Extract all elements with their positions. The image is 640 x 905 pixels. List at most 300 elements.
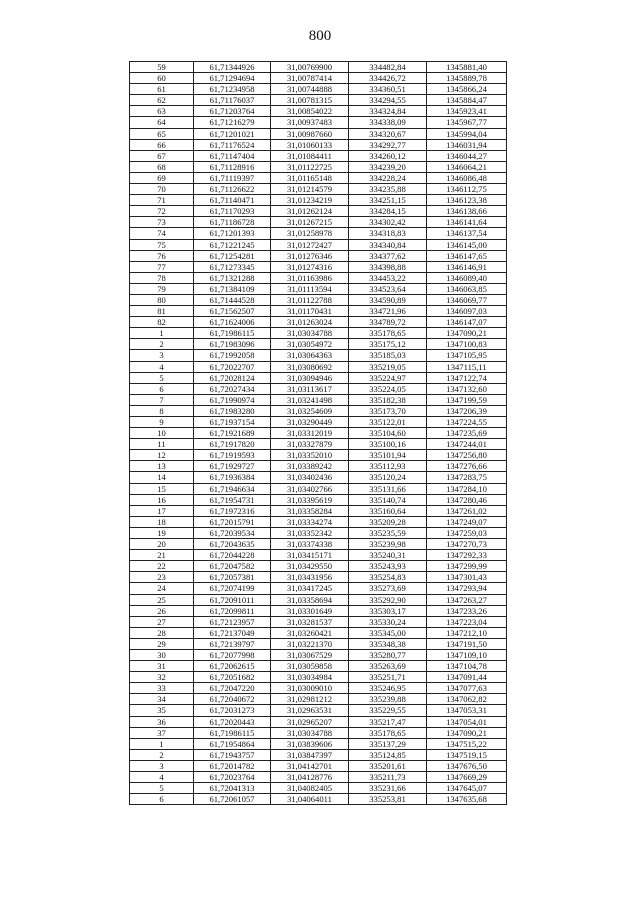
table-row (130, 783, 507, 794)
point-number-cell: 19 (130, 527, 194, 538)
table-row (130, 605, 507, 616)
latitude-cell: 61,71972316 (194, 505, 271, 516)
point-number-cell: 8 (130, 405, 194, 416)
x-coordinate-cell: 334482,84 (349, 62, 427, 73)
latitude-cell: 61,72040672 (194, 694, 271, 705)
point-number-cell: 7 (130, 394, 194, 405)
y-coordinate-cell: 1345866,24 (427, 84, 507, 95)
y-coordinate-cell: 1347249,07 (427, 516, 507, 527)
latitude-cell: 61,72074199 (194, 583, 271, 594)
table-row (130, 672, 507, 683)
latitude-cell: 61,71201393 (194, 228, 271, 239)
latitude-cell: 61,72061057 (194, 794, 271, 805)
point-number-cell: 24 (130, 583, 194, 594)
y-coordinate-cell: 1347676,50 (427, 760, 507, 771)
x-coordinate-cell: 335219,05 (349, 361, 427, 372)
point-number-cell: 16 (130, 494, 194, 505)
latitude-cell: 61,71990974 (194, 394, 271, 405)
x-coordinate-cell: 334302,42 (349, 217, 427, 228)
x-coordinate-cell: 335273,69 (349, 583, 427, 594)
table-row (130, 505, 507, 516)
y-coordinate-cell: 1347224,55 (427, 417, 507, 428)
latitude-cell: 61,71917820 (194, 439, 271, 450)
x-coordinate-cell: 334360,51 (349, 84, 427, 95)
x-coordinate-cell: 335209,28 (349, 516, 427, 527)
y-coordinate-cell: 1347053,31 (427, 705, 507, 716)
point-number-cell: 80 (130, 294, 194, 305)
point-number-cell: 64 (130, 117, 194, 128)
table-row (130, 261, 507, 272)
longitude-cell: 31,03054972 (271, 339, 349, 350)
table-row (130, 239, 507, 250)
latitude-cell: 61,72027434 (194, 383, 271, 394)
point-number-cell: 36 (130, 716, 194, 727)
point-number-cell: 27 (130, 616, 194, 627)
table-row (130, 294, 507, 305)
longitude-cell: 31,00987660 (271, 128, 349, 139)
longitude-cell: 31,01084411 (271, 150, 349, 161)
x-coordinate-cell: 334377,62 (349, 250, 427, 261)
x-coordinate-cell: 335231,66 (349, 783, 427, 794)
latitude-cell: 61,71384109 (194, 283, 271, 294)
point-number-cell: 62 (130, 95, 194, 106)
table-row (130, 705, 507, 716)
point-number-cell: 9 (130, 417, 194, 428)
latitude-cell: 61,72062615 (194, 661, 271, 672)
point-number-cell: 2 (130, 749, 194, 760)
latitude-cell: 61,72022707 (194, 361, 271, 372)
point-number-cell: 13 (130, 461, 194, 472)
point-number-cell: 5 (130, 783, 194, 794)
y-coordinate-cell: 1346086,48 (427, 172, 507, 183)
table-row (130, 117, 507, 128)
x-coordinate-cell: 335112,93 (349, 461, 427, 472)
y-coordinate-cell: 1346097,03 (427, 306, 507, 317)
y-coordinate-cell: 1346147,07 (427, 317, 507, 328)
y-coordinate-cell: 1347191,50 (427, 638, 507, 649)
table-row (130, 272, 507, 283)
table-row (130, 339, 507, 350)
y-coordinate-cell: 1347233,26 (427, 605, 507, 616)
x-coordinate-cell: 335160,64 (349, 505, 427, 516)
latitude-cell: 61,71954731 (194, 494, 271, 505)
table-row (130, 361, 507, 372)
latitude-cell: 61,71992058 (194, 350, 271, 361)
longitude-cell: 31,03113617 (271, 383, 349, 394)
longitude-cell: 31,03431956 (271, 572, 349, 583)
point-number-cell: 28 (130, 627, 194, 638)
table-row (130, 106, 507, 117)
longitude-cell: 31,03402766 (271, 483, 349, 494)
latitude-cell: 61,72123957 (194, 616, 271, 627)
longitude-cell: 31,03034788 (271, 727, 349, 738)
longitude-cell: 31,03221370 (271, 638, 349, 649)
x-coordinate-cell: 335330,24 (349, 616, 427, 627)
x-coordinate-cell: 334228,24 (349, 172, 427, 183)
point-number-cell: 74 (130, 228, 194, 239)
point-number-cell: 37 (130, 727, 194, 738)
y-coordinate-cell: 1347090,21 (427, 328, 507, 339)
point-number-cell: 82 (130, 317, 194, 328)
longitude-cell: 31,01272427 (271, 239, 349, 250)
y-coordinate-cell: 1347223,04 (427, 616, 507, 627)
table-row (130, 139, 507, 150)
y-coordinate-cell: 1347515,22 (427, 738, 507, 749)
latitude-cell: 61,71147404 (194, 150, 271, 161)
point-number-cell: 63 (130, 106, 194, 117)
table-row (130, 150, 507, 161)
y-coordinate-cell: 1347100,83 (427, 339, 507, 350)
point-number-cell: 68 (130, 161, 194, 172)
x-coordinate-cell: 335253,81 (349, 794, 427, 805)
latitude-cell: 61,71216279 (194, 117, 271, 128)
longitude-cell: 31,01122725 (271, 161, 349, 172)
table-row (130, 572, 507, 583)
longitude-cell: 31,02963531 (271, 705, 349, 716)
y-coordinate-cell: 1345881,40 (427, 62, 507, 73)
longitude-cell: 31,03374338 (271, 539, 349, 550)
latitude-cell: 61,71254281 (194, 250, 271, 261)
table-row (130, 228, 507, 239)
point-number-cell: 14 (130, 472, 194, 483)
x-coordinate-cell: 335140,74 (349, 494, 427, 505)
table-row (130, 594, 507, 605)
latitude-cell: 61,71203764 (194, 106, 271, 117)
point-number-cell: 25 (130, 594, 194, 605)
y-coordinate-cell: 1347263,27 (427, 594, 507, 605)
longitude-cell: 31,03094946 (271, 372, 349, 383)
longitude-cell: 31,03281537 (271, 616, 349, 627)
table-row (130, 306, 507, 317)
point-number-cell: 26 (130, 605, 194, 616)
y-coordinate-cell: 1347645,07 (427, 783, 507, 794)
longitude-cell: 31,04082405 (271, 783, 349, 794)
x-coordinate-cell: 335175,12 (349, 339, 427, 350)
x-coordinate-cell: 335246,95 (349, 683, 427, 694)
point-number-cell: 5 (130, 372, 194, 383)
latitude-cell: 61,71943757 (194, 749, 271, 760)
table-row (130, 638, 507, 649)
table-row (130, 383, 507, 394)
longitude-cell: 31,03312019 (271, 428, 349, 439)
table-row (130, 95, 507, 106)
table-row (130, 128, 507, 139)
point-number-cell: 29 (130, 638, 194, 649)
y-coordinate-cell: 1347292,33 (427, 550, 507, 561)
latitude-cell: 61,71344926 (194, 62, 271, 73)
y-coordinate-cell: 1347062,82 (427, 694, 507, 705)
y-coordinate-cell: 1347077,63 (427, 683, 507, 694)
y-coordinate-cell: 1347090,21 (427, 727, 507, 738)
longitude-cell: 31,03290449 (271, 417, 349, 428)
longitude-cell: 31,03358284 (271, 505, 349, 516)
x-coordinate-cell: 335185,03 (349, 350, 427, 361)
point-number-cell: 30 (130, 649, 194, 660)
latitude-cell: 61,71444528 (194, 294, 271, 305)
table-row (130, 450, 507, 461)
table-row (130, 206, 507, 217)
latitude-cell: 61,71119397 (194, 172, 271, 183)
y-coordinate-cell: 1347091,44 (427, 672, 507, 683)
x-coordinate-cell: 334523,64 (349, 283, 427, 294)
latitude-cell: 61,72020443 (194, 716, 271, 727)
longitude-cell: 31,03429550 (271, 561, 349, 572)
y-coordinate-cell: 1345889,78 (427, 73, 507, 84)
latitude-cell: 61,71936384 (194, 472, 271, 483)
table-row (130, 84, 507, 95)
table-row (130, 494, 507, 505)
x-coordinate-cell: 335348,38 (349, 638, 427, 649)
y-coordinate-cell: 1346138,66 (427, 206, 507, 217)
table-row (130, 461, 507, 472)
table-row (130, 527, 507, 538)
longitude-cell: 31,03301649 (271, 605, 349, 616)
x-coordinate-cell: 335137,29 (349, 738, 427, 749)
point-number-cell: 33 (130, 683, 194, 694)
point-number-cell: 79 (130, 283, 194, 294)
y-coordinate-cell: 1346064,21 (427, 161, 507, 172)
y-coordinate-cell: 1347519,15 (427, 749, 507, 760)
x-coordinate-cell: 335243,93 (349, 561, 427, 572)
y-coordinate-cell: 1346031,94 (427, 139, 507, 150)
point-number-cell: 22 (130, 561, 194, 572)
longitude-cell: 31,03415171 (271, 550, 349, 561)
longitude-cell: 31,01258978 (271, 228, 349, 239)
x-coordinate-cell: 335303,17 (349, 605, 427, 616)
table-row (130, 738, 507, 749)
table-row (130, 772, 507, 783)
point-number-cell: 4 (130, 772, 194, 783)
table-row (130, 483, 507, 494)
latitude-cell: 61,72044228 (194, 550, 271, 561)
x-coordinate-cell: 335292,90 (349, 594, 427, 605)
latitude-cell: 61,72023764 (194, 772, 271, 783)
y-coordinate-cell: 1347115,11 (427, 361, 507, 372)
point-number-cell: 71 (130, 195, 194, 206)
table-row (130, 760, 507, 771)
point-number-cell: 10 (130, 428, 194, 439)
latitude-cell: 61,71986115 (194, 727, 271, 738)
longitude-cell: 31,03059858 (271, 661, 349, 672)
longitude-cell: 31,01113594 (271, 283, 349, 294)
x-coordinate-cell: 334239,20 (349, 161, 427, 172)
y-coordinate-cell: 1346069,77 (427, 294, 507, 305)
point-number-cell: 72 (130, 206, 194, 217)
longitude-cell: 31,04064011 (271, 794, 349, 805)
y-coordinate-cell: 1347283,75 (427, 472, 507, 483)
point-number-cell: 32 (130, 672, 194, 683)
latitude-cell: 61,72015791 (194, 516, 271, 527)
x-coordinate-cell: 335239,88 (349, 694, 427, 705)
y-coordinate-cell: 1345923,41 (427, 106, 507, 117)
table-row (130, 372, 507, 383)
longitude-cell: 31,03067529 (271, 649, 349, 660)
table-row (130, 539, 507, 550)
x-coordinate-cell: 335254,83 (349, 572, 427, 583)
point-number-cell: 66 (130, 139, 194, 150)
latitude-cell: 61,71624006 (194, 317, 271, 328)
point-number-cell: 21 (130, 550, 194, 561)
table-row (130, 283, 507, 294)
table-row (130, 405, 507, 416)
latitude-cell: 61,71176524 (194, 139, 271, 150)
table-row (130, 439, 507, 450)
x-coordinate-cell: 334251,15 (349, 195, 427, 206)
latitude-cell: 61,71954864 (194, 738, 271, 749)
y-coordinate-cell: 1347212,10 (427, 627, 507, 638)
table-row (130, 616, 507, 627)
y-coordinate-cell: 1345967,77 (427, 117, 507, 128)
y-coordinate-cell: 1347259,03 (427, 527, 507, 538)
latitude-cell: 61,71983096 (194, 339, 271, 350)
x-coordinate-cell: 334318,83 (349, 228, 427, 239)
x-coordinate-cell: 335240,31 (349, 550, 427, 561)
point-number-cell: 70 (130, 184, 194, 195)
y-coordinate-cell: 1347206,39 (427, 405, 507, 416)
longitude-cell: 31,01276346 (271, 250, 349, 261)
latitude-cell: 61,71140471 (194, 195, 271, 206)
x-coordinate-cell: 335120,24 (349, 472, 427, 483)
table-row (130, 417, 507, 428)
point-number-cell: 12 (130, 450, 194, 461)
table-row (130, 794, 507, 805)
x-coordinate-cell: 335345,00 (349, 627, 427, 638)
latitude-cell: 61,71170293 (194, 206, 271, 217)
y-coordinate-cell: 1347301,43 (427, 572, 507, 583)
point-number-cell: 18 (130, 516, 194, 527)
longitude-cell: 31,03034984 (271, 672, 349, 683)
longitude-cell: 31,01214579 (271, 184, 349, 195)
table-row (130, 472, 507, 483)
table-row (130, 317, 507, 328)
y-coordinate-cell: 1346146,91 (427, 261, 507, 272)
latitude-cell: 61,71983280 (194, 405, 271, 416)
table-row (130, 649, 507, 660)
latitude-cell: 61,71321288 (194, 272, 271, 283)
x-coordinate-cell: 334590,89 (349, 294, 427, 305)
x-coordinate-cell: 334453,22 (349, 272, 427, 283)
table-row (130, 749, 507, 760)
y-coordinate-cell: 1345994,04 (427, 128, 507, 139)
y-coordinate-cell: 1347256,80 (427, 450, 507, 461)
table-row (130, 184, 507, 195)
coordinates-table (129, 61, 507, 805)
latitude-cell: 61,72051682 (194, 672, 271, 683)
y-coordinate-cell: 1347244,01 (427, 439, 507, 450)
point-number-cell: 35 (130, 705, 194, 716)
longitude-cell: 31,01060133 (271, 139, 349, 150)
point-number-cell: 81 (130, 306, 194, 317)
x-coordinate-cell: 335280,77 (349, 649, 427, 660)
latitude-cell: 61,72041313 (194, 783, 271, 794)
y-coordinate-cell: 1347276,66 (427, 461, 507, 472)
y-coordinate-cell: 1347132,60 (427, 383, 507, 394)
y-coordinate-cell: 1346044,27 (427, 150, 507, 161)
longitude-cell: 31,00787414 (271, 73, 349, 84)
latitude-cell: 61,71221245 (194, 239, 271, 250)
table-row (130, 394, 507, 405)
point-number-cell: 61 (130, 84, 194, 95)
point-number-cell: 3 (130, 350, 194, 361)
point-number-cell: 77 (130, 261, 194, 272)
x-coordinate-cell: 334294,55 (349, 95, 427, 106)
point-number-cell: 76 (130, 250, 194, 261)
longitude-cell: 31,01163986 (271, 272, 349, 283)
y-coordinate-cell: 1345884,47 (427, 95, 507, 106)
table-row (130, 195, 507, 206)
y-coordinate-cell: 1347105,95 (427, 350, 507, 361)
y-coordinate-cell: 1347270,73 (427, 539, 507, 550)
point-number-cell: 69 (130, 172, 194, 183)
latitude-cell: 61,72039534 (194, 527, 271, 538)
table-row (130, 350, 507, 361)
latitude-cell: 61,72077998 (194, 649, 271, 660)
x-coordinate-cell: 334338,09 (349, 117, 427, 128)
x-coordinate-cell: 335182,38 (349, 394, 427, 405)
y-coordinate-cell: 1347284,10 (427, 483, 507, 494)
point-number-cell: 1 (130, 738, 194, 749)
latitude-cell: 61,71946634 (194, 483, 271, 494)
y-coordinate-cell: 1347293,94 (427, 583, 507, 594)
table-row (130, 328, 507, 339)
x-coordinate-cell: 335217,47 (349, 716, 427, 727)
x-coordinate-cell: 335263,69 (349, 661, 427, 672)
longitude-cell: 31,00769900 (271, 62, 349, 73)
longitude-cell: 31,00744888 (271, 84, 349, 95)
latitude-cell: 61,72031273 (194, 705, 271, 716)
longitude-cell: 31,00937483 (271, 117, 349, 128)
point-number-cell: 75 (130, 239, 194, 250)
latitude-cell: 61,71201021 (194, 128, 271, 139)
latitude-cell: 61,72137049 (194, 627, 271, 638)
x-coordinate-cell: 335178,65 (349, 328, 427, 339)
x-coordinate-cell: 335229,55 (349, 705, 427, 716)
x-coordinate-cell: 334260,12 (349, 150, 427, 161)
y-coordinate-cell: 1347109,10 (427, 649, 507, 660)
x-coordinate-cell: 335100,16 (349, 439, 427, 450)
longitude-cell: 31,03034788 (271, 328, 349, 339)
latitude-cell: 61,71937154 (194, 417, 271, 428)
y-coordinate-cell: 1346141,64 (427, 217, 507, 228)
table-row (130, 516, 507, 527)
x-coordinate-cell: 335224,97 (349, 372, 427, 383)
longitude-cell: 31,01262124 (271, 206, 349, 217)
y-coordinate-cell: 1347280,46 (427, 494, 507, 505)
point-number-cell: 11 (130, 439, 194, 450)
table-row (130, 217, 507, 228)
table-row (130, 550, 507, 561)
longitude-cell: 31,03839606 (271, 738, 349, 749)
x-coordinate-cell: 334284,15 (349, 206, 427, 217)
table-row (130, 727, 507, 738)
y-coordinate-cell: 1346089,40 (427, 272, 507, 283)
point-number-cell: 31 (130, 661, 194, 672)
table-row (130, 561, 507, 572)
longitude-cell: 31,03080692 (271, 361, 349, 372)
longitude-cell: 31,03358694 (271, 594, 349, 605)
x-coordinate-cell: 335239,98 (349, 539, 427, 550)
point-number-cell: 23 (130, 572, 194, 583)
x-coordinate-cell: 334398,88 (349, 261, 427, 272)
y-coordinate-cell: 1346137,54 (427, 228, 507, 239)
y-coordinate-cell: 1347122,74 (427, 372, 507, 383)
point-number-cell: 1 (130, 328, 194, 339)
x-coordinate-cell: 335104,60 (349, 428, 427, 439)
table-row (130, 428, 507, 439)
longitude-cell: 31,03389242 (271, 461, 349, 472)
latitude-cell: 61,72091011 (194, 594, 271, 605)
table-row (130, 683, 507, 694)
